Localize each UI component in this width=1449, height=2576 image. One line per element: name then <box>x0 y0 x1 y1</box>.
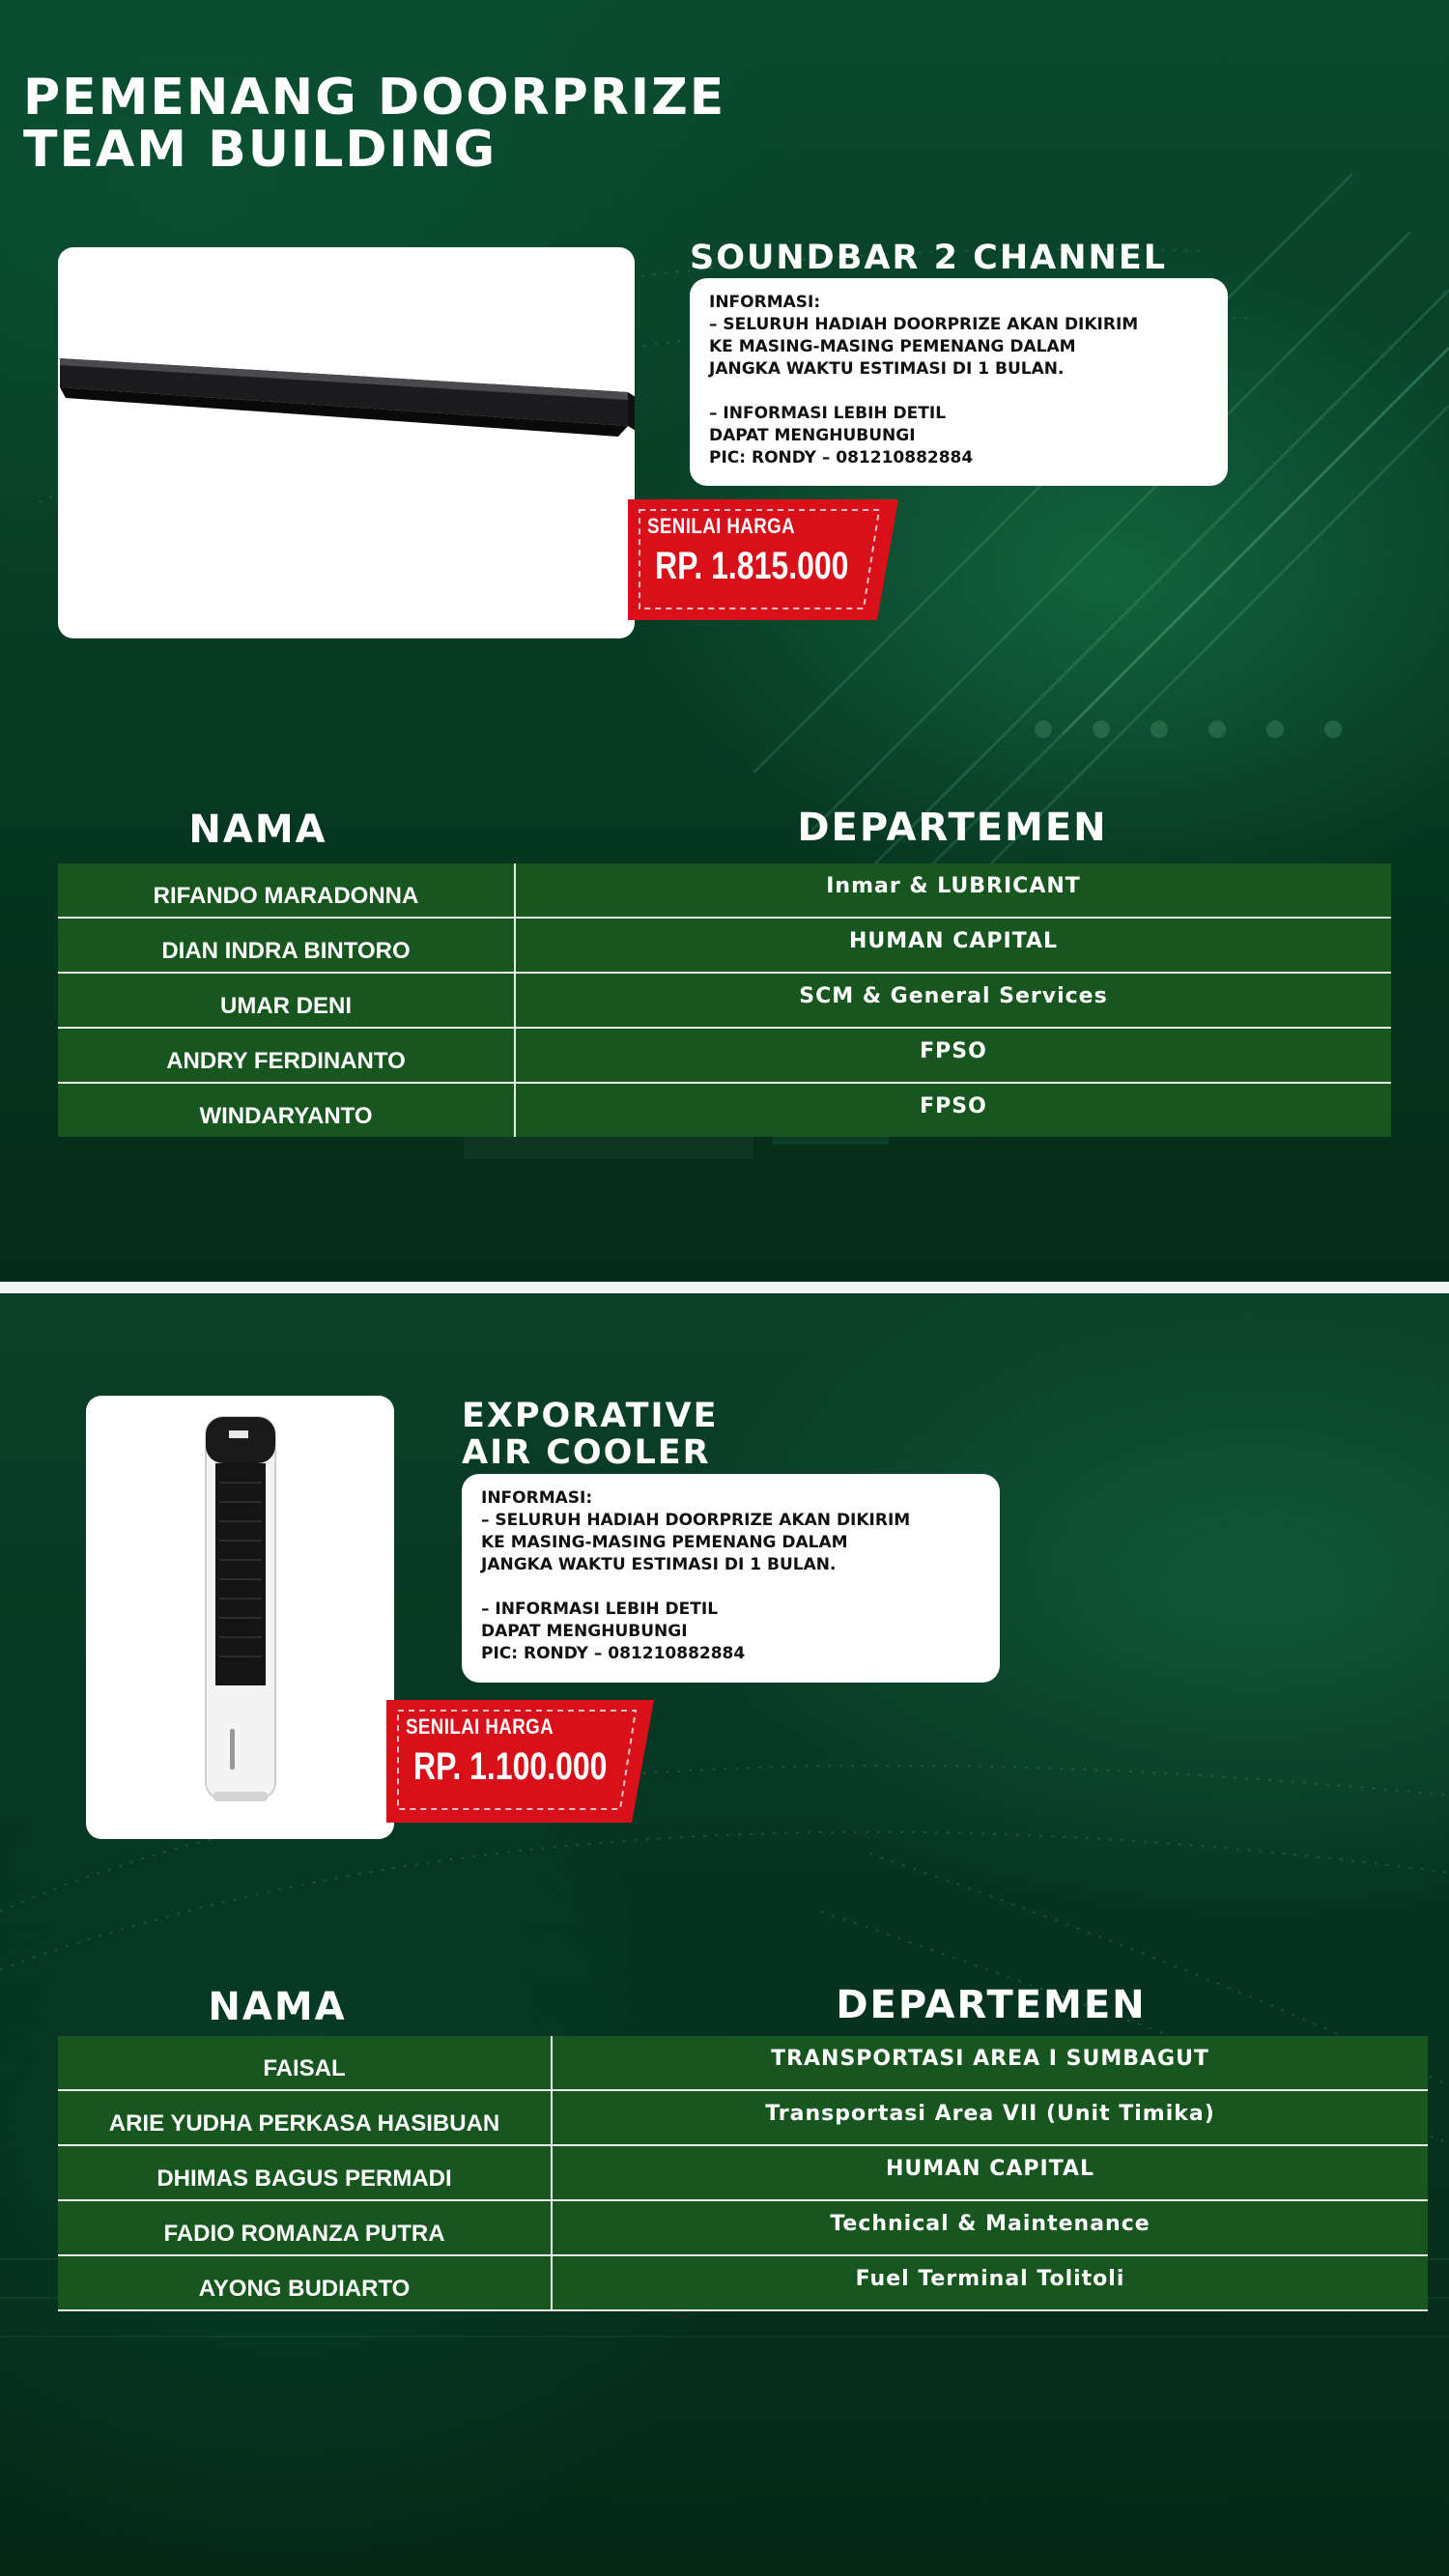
table-row <box>58 2036 1428 2090</box>
table-row <box>58 2255 1428 2310</box>
page-title <box>23 69 726 179</box>
column-header-department: DEPARTEMEN <box>836 1983 1147 2027</box>
product-name-line-1: SOUNDBAR 2 CHANNEL <box>690 239 1168 277</box>
column-header-department: DEPARTEMEN <box>797 806 1108 850</box>
winner-department: HUMAN CAPITAL <box>515 918 1391 973</box>
price-tag <box>386 1697 657 1823</box>
winner-department: FPSO <box>515 1083 1391 1137</box>
info-line: – INFORMASI LEBIH DETIL <box>709 404 947 423</box>
price-label: SENILAI HARGA <box>647 514 796 538</box>
winner-department: Technical & Maintenance <box>552 2200 1428 2255</box>
winner-department: TRANSPORTASI AREA I SUMBAGUT <box>552 2036 1428 2090</box>
winner-department: Inmar & LUBRICANT <box>515 863 1391 918</box>
table-row <box>58 1083 1391 1137</box>
table-row <box>58 863 1391 918</box>
soundbar-image <box>58 247 635 638</box>
info-line <box>709 381 1208 403</box>
winners-table <box>58 863 1391 1137</box>
column-header-name: NAMA <box>208 1985 347 2029</box>
air-cooler-illustration <box>86 1396 394 1839</box>
info-line: PIC: RONDY – 081210882884 <box>709 448 974 467</box>
winner-department: Fuel Terminal Tolitoli <box>552 2255 1428 2310</box>
title-line-2: TEAM BUILDING <box>23 121 497 179</box>
info-box <box>690 278 1228 486</box>
info-line: INFORMASI: <box>709 293 821 312</box>
info-line: JANGKA WAKTU ESTIMASI DI 1 BULAN. <box>709 359 1065 379</box>
price-value: RP. 1.815.000 <box>655 545 849 587</box>
info-line: KE MASING-MASING PEMENANG DALAM <box>709 337 1076 356</box>
info-line: DAPAT MENGHUBUNGI <box>709 426 916 445</box>
winner-name: AYONG BUDIARTO <box>58 2255 552 2310</box>
product-name <box>690 240 1167 276</box>
price-value: RP. 1.100.000 <box>413 1745 608 1788</box>
product-name <box>462 1398 719 1471</box>
air-cooler-image <box>86 1396 394 1839</box>
winner-department: Transportasi Area VII (Unit Timika) <box>552 2090 1428 2145</box>
winner-department: HUMAN CAPITAL <box>552 2145 1428 2200</box>
winner-name: RIFANDO MARADONNA <box>58 863 515 918</box>
info-line <box>481 1576 980 1599</box>
winner-name: WINDARYANTO <box>58 1083 515 1137</box>
price-label: SENILAI HARGA <box>406 1714 554 1739</box>
soundbar-illustration <box>58 247 635 638</box>
info-line: INFORMASI: <box>481 1488 593 1508</box>
section-divider <box>0 1282 1449 1293</box>
prize-panel-air-cooler <box>0 1293 1449 2576</box>
winner-name: UMAR DENI <box>58 973 515 1028</box>
info-box <box>462 1474 1000 1683</box>
info-line: – INFORMASI LEBIH DETIL <box>481 1599 719 1619</box>
winner-department: FPSO <box>515 1028 1391 1083</box>
winners-table <box>58 2036 1428 2311</box>
winner-name: FAISAL <box>58 2036 552 2090</box>
title-line-1: PEMENANG DOORPRIZE <box>23 69 726 127</box>
table-row <box>58 2090 1428 2145</box>
prize-panel-soundbar <box>0 0 1449 1282</box>
winner-department: SCM & General Services <box>515 973 1391 1028</box>
winner-name: DHIMAS BAGUS PERMADI <box>58 2145 552 2200</box>
price-tag <box>628 495 898 620</box>
column-header-name: NAMA <box>188 807 327 852</box>
table-row <box>58 973 1391 1028</box>
product-name-line-2: AIR COOLER <box>462 1433 711 1472</box>
info-line: KE MASING-MASING PEMENANG DALAM <box>481 1533 848 1552</box>
winner-name: DIAN INDRA BINTORO <box>58 918 515 973</box>
info-line: – SELURUH HADIAH DOORPRIZE AKAN DIKIRIM <box>481 1511 911 1530</box>
table-row <box>58 1028 1391 1083</box>
table-row <box>58 2200 1428 2255</box>
info-line: JANGKA WAKTU ESTIMASI DI 1 BULAN. <box>481 1555 837 1574</box>
winner-name: ANDRY FERDINANTO <box>58 1028 515 1083</box>
info-line: PIC: RONDY – 081210882884 <box>481 1644 746 1663</box>
winner-name: ARIE YUDHA PERKASA HASIBUAN <box>58 2090 552 2145</box>
winner-name: FADIO ROMANZA PUTRA <box>58 2200 552 2255</box>
product-name-line-1: EXPORATIVE <box>462 1397 719 1435</box>
info-line: DAPAT MENGHUBUNGI <box>481 1622 688 1641</box>
table-row <box>58 918 1391 973</box>
table-row <box>58 2145 1428 2200</box>
info-line: – SELURUH HADIAH DOORPRIZE AKAN DIKIRIM <box>709 315 1139 334</box>
